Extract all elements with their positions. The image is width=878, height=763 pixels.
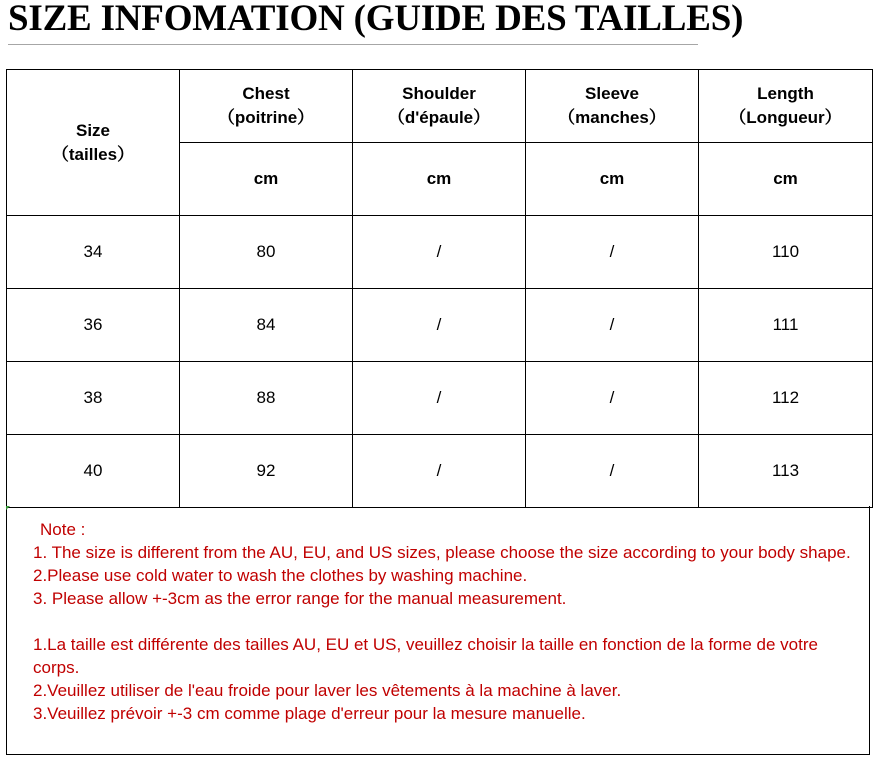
length-cell: 113 bbox=[699, 435, 873, 508]
table-row bbox=[7, 362, 873, 435]
chest-cell: 84 bbox=[180, 289, 353, 362]
shoulder-unit: cm bbox=[353, 143, 526, 216]
size-cell: 34 bbox=[7, 216, 180, 289]
length-header bbox=[699, 70, 873, 143]
size-header-en: Size bbox=[75, 120, 111, 140]
shoulder-header-en: Shoulder bbox=[402, 84, 476, 103]
length-header-en: Length bbox=[757, 84, 814, 103]
note-en-1: 1. The size is different from the AU, EU, and US sizes, please choose the size according to your body shape. bbox=[33, 543, 851, 562]
title-underline bbox=[8, 44, 698, 45]
note-fr-3: 3.Veuillez prévoir +-3 cm comme plage d'erreur pour la mesure manuelle. bbox=[33, 704, 586, 723]
chest-unit: cm bbox=[180, 143, 353, 216]
table-row bbox=[7, 216, 873, 289]
sleeve-cell: / bbox=[526, 362, 699, 435]
size-cell: 36 bbox=[7, 289, 180, 362]
shoulder-cell: / bbox=[353, 289, 526, 362]
chest-header-en: Chest bbox=[242, 84, 290, 103]
table-row bbox=[7, 435, 873, 508]
page-title: SIZE INFOMATION (GUIDE DES TAILLES) bbox=[8, 0, 744, 39]
chest-cell: 88 bbox=[180, 362, 353, 435]
chest-cell: 92 bbox=[180, 435, 353, 508]
shoulder-header bbox=[353, 70, 526, 143]
note-en-3: 3. Please allow +-3cm as the error range for the manual measurement. bbox=[33, 589, 567, 608]
sleeve-unit: cm bbox=[526, 143, 699, 216]
chest-cell: 80 bbox=[180, 216, 353, 289]
length-cell: 111 bbox=[699, 289, 873, 362]
chest-header bbox=[180, 70, 353, 143]
notes-box bbox=[6, 506, 870, 755]
size-header-fr: （tailles） bbox=[51, 144, 135, 164]
cell-corner-marker bbox=[6, 506, 10, 510]
size-cell: 38 bbox=[7, 362, 180, 435]
shoulder-cell: / bbox=[353, 435, 526, 508]
note-fr-1: 1.La taille est différente des tailles AU, EU et US, veuillez choisir la taille en fonction de la forme de votre corps. bbox=[33, 635, 818, 677]
sleeve-cell: / bbox=[526, 289, 699, 362]
shoulder-header-fr: （d'épaule） bbox=[387, 108, 491, 127]
notes-spacer bbox=[33, 610, 859, 633]
note-fr-2: 2.Veuillez utiliser de l'eau froide pour laver les vêtements à la machine à laver. bbox=[33, 681, 622, 700]
sleeve-cell: / bbox=[526, 435, 699, 508]
sleeve-header-en: Sleeve bbox=[585, 84, 639, 103]
table-row bbox=[7, 289, 873, 362]
length-header-fr: （Longueur） bbox=[729, 108, 842, 127]
sleeve-header bbox=[526, 70, 699, 143]
shoulder-cell: / bbox=[353, 362, 526, 435]
length-unit: cm bbox=[699, 143, 873, 216]
size-header bbox=[7, 70, 180, 216]
length-cell: 112 bbox=[699, 362, 873, 435]
notes-title: Note : bbox=[40, 520, 86, 539]
sleeve-header-fr: （manches） bbox=[558, 108, 666, 127]
chest-header-fr: （poitrine） bbox=[217, 108, 315, 127]
size-chart-table bbox=[6, 69, 873, 508]
length-cell: 110 bbox=[699, 216, 873, 289]
shoulder-cell: / bbox=[353, 216, 526, 289]
sleeve-cell: / bbox=[526, 216, 699, 289]
size-cell: 40 bbox=[7, 435, 180, 508]
note-en-2: 2.Please use cold water to wash the clothes by washing machine. bbox=[33, 566, 528, 585]
